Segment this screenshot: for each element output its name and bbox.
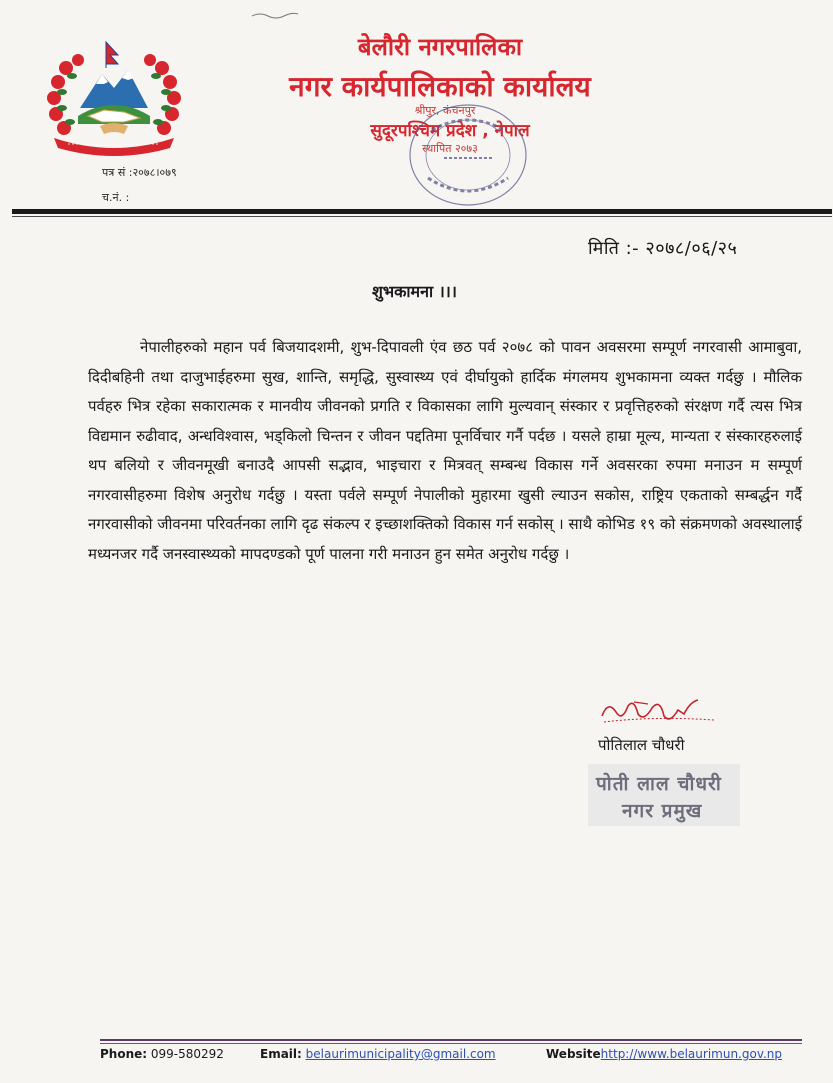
header-divider-thin (12, 216, 832, 217)
website-link[interactable]: http://www.belaurimun.gov.np (600, 1047, 783, 1061)
pen-mark-icon (250, 10, 300, 20)
footer-email (260, 1047, 496, 1061)
signatory-name: पोतिलाल चौधरी (598, 736, 685, 754)
footer-website (546, 1047, 782, 1061)
phone-label: Phone: (100, 1047, 148, 1061)
office-stamp-icon (388, 100, 528, 210)
footer-phone (100, 1047, 224, 1061)
email-link[interactable]: belaurimunicipality@gmail.com (305, 1047, 496, 1061)
office-name: नगर कार्यपालिकाको कार्यालय (289, 70, 591, 103)
nepal-emblem-icon (44, 38, 184, 156)
municipality-name: बेलौरी नगरपालिका (357, 33, 523, 61)
phone-number: 099-580292 (150, 1047, 224, 1061)
signature-icon (594, 694, 718, 730)
website-label: Website (546, 1047, 601, 1061)
letter-reference-number: पत्र सं :२०७८।०७९ (102, 166, 177, 179)
header-divider (12, 209, 832, 214)
footer-divider-thin (100, 1043, 802, 1044)
letter-body: नेपालीहरुको महान पर्व बिजयादशमी, शुभ-दिपावली एंव छठ पर्व २०७८ को पावन अवसरमा सम्पूर्ण नगरवासी आमाबुवा, दिदीबहिनी तथा दाजुभाईहरुमा सुख, शान्ति, समृद्धि, सुस्वास्थ्य एवं दीर्घायुको हार्दिक मंगलमय शुभकामना व्यक्त गर्दछु । मौलिक पर्वहरु भित्र रहेका सकारात्मक र मानवीय जीवनको प्रगति र विकासका लागि मुल्यवान् संस्कार र प्रवृत्तिहरुको संरक्षण गर्दै त्यस भित्र विद्यमान रुढीवाद, अन्धविश्वास, भड्किलो चिन्तन र जीवन पद्दतिमा पूनर्विचार गर्नै पर्दछ । यसले हाम्रा मूल्य, मान्यता र संस्कारहरुलाई थप बलियो र जीवनमूखी बनाउदै आपसी सद्भाव, भाइचारा र मित्रवत् सम्बन्ध विकास गर्ने अवसरका रुपमा मनाउन म सम्पूर्ण नगरवासीहरुमा विशेष अनुरोध गर्दछु । यस्ता पर्वले सम्पूर्ण नेपालीको मुहारमा खुसी ल्याउन सकोस, राष्ट्रिय एकताको सम्बर्द्धन गर्दै नगरवासीको जीवनमा परिवर्तनका लागि दृढ संकल्प र इच्छाशक्तिको विकास गर्न सकोस् । साथै कोभिड १९ को संक्रमणको अवस्थालाई मध्यनजर गर्दै जनस्वास्थ्यको मापदण्डको पूर्ण पालना गरी मनाउन हुन समेत अनुरोध गर्दछु । (88, 338, 802, 563)
province-text: सुदूरपश्चिम प्रदेश , नेपाल (370, 121, 530, 141)
stamp-signatory-title: नगर प्रमुख (622, 800, 703, 822)
stamp-signatory-name: पोती लाल चौधरी (596, 773, 722, 795)
letter-subject: शुभकामना ।।। (372, 282, 457, 301)
established-text: स्थापित २०७३ (422, 142, 478, 155)
letter-date: मिति :- २०७८/०६/२५ (588, 238, 738, 259)
email-label: Email: (260, 1047, 302, 1061)
footer-divider (100, 1039, 802, 1041)
address-text: श्रीपुर, कंचनपुर (414, 104, 476, 117)
dispatch-number: च.नं. : (102, 191, 130, 204)
